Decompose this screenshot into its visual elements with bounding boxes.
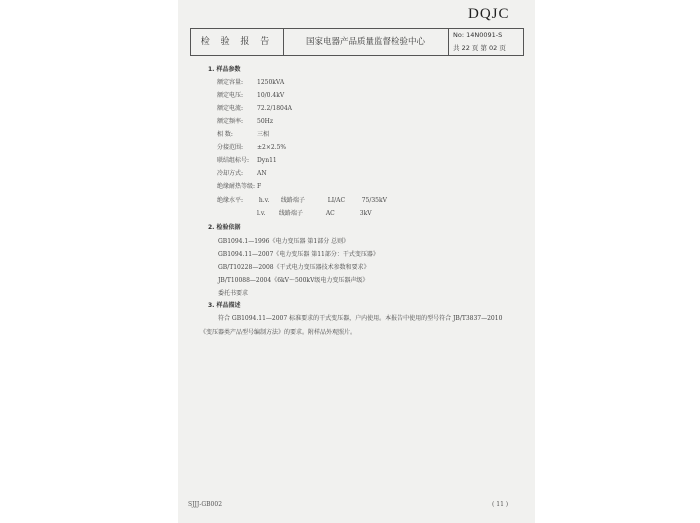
param-key: 分接范围: [217,144,244,151]
param-key: 相 数: [217,131,233,138]
param-row [217,181,261,190]
standard-item: JB/T10088—2004《6kV～500kV级电力变压器声级》 [218,277,369,284]
insulation-lv-row [257,208,372,217]
page-count: 共 22 页 第 02 页 [453,44,506,52]
hv-label: h.v. [258,197,270,204]
report-title: 检 验 报 告 [200,37,274,47]
param-key: 额定频率: [217,118,244,125]
org-name: 国家电器产品质量监督检验中心 [305,37,425,47]
param-row [217,142,286,151]
report-number: No: 14N0091-S [453,31,503,39]
standard-item: GB1094.1—1996《电力变压器 第1部分 总则》 [218,238,350,245]
param-key: 额定电压: [217,92,244,99]
param-value: 1250kVA [257,79,285,86]
param-key: 绝缘耐热等级: [217,183,256,190]
section-standards: 2. 检验依据 [208,224,241,231]
lv-terminal: 线路端子 [278,210,303,217]
param-value: F [257,183,262,190]
lv-label: l.v. [257,210,266,217]
brand-mark: DQJC [468,6,510,22]
description-line: 《变压器类产品型号编制方法》的要求。附样品外观照片。 [200,329,357,336]
param-value: 72.2/1804A [257,105,292,112]
standard-item: 委托书要求 [218,290,249,297]
insulation-hv-row [217,195,387,204]
param-key: 额定容量: [217,79,244,86]
param-key: 额定电流: [217,105,244,112]
param-key: 联结组标号: [217,157,250,164]
param-value: 三相 [257,131,270,138]
param-key: 冷却方式: [217,170,244,177]
param-row [217,116,273,125]
param-row [217,103,292,112]
param-value: ±2×2.5% [257,144,287,151]
description-line: 符合 GB1094.11—2007 标准要求的干式变压器，户内使用。本报告中使用的型号符合 JB/T3837—2010 [218,315,503,322]
report-header [190,28,524,56]
param-row [217,129,269,138]
standard-item: GB/T10228—2008《干式电力变压器技术参数和要求》 [218,264,370,271]
hv-value: 75/35kV [361,197,387,204]
hv-test: LI/AC [327,197,346,204]
param-value: AN [257,170,267,177]
param-value: 50Hz [257,118,274,125]
lv-test: AC [325,210,335,217]
divider [448,29,449,55]
param-key: 绝缘水平: [217,197,244,204]
form-code: SJJJ-GB002 [188,501,223,508]
lv-value: 3kV [359,210,372,217]
param-row [217,77,284,86]
standard-item: GB1094.11—2007《电力变压器 第11部分：干式变压器》 [218,251,379,258]
hv-terminal: 线路端子 [280,197,305,204]
param-row [217,168,267,177]
section-description: 3. 样品描述 [208,302,241,309]
page-footer-number: ( 11 ) [492,501,509,508]
param-row [217,90,284,99]
param-value: 10/0.4kV [257,92,285,99]
param-row [217,155,277,164]
param-value: Dyn11 [257,157,277,164]
section-sample-params: 1. 样品参数 [208,66,241,73]
